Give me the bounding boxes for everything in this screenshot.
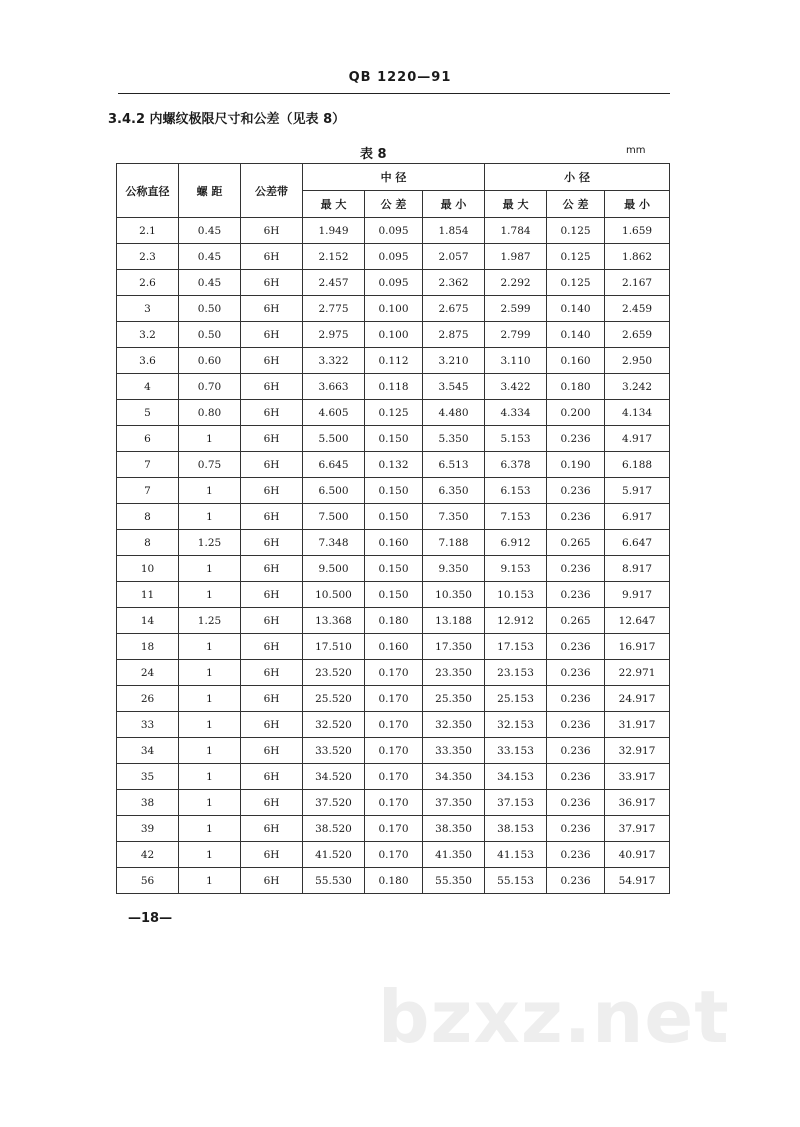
table-cell: 6H <box>241 530 303 556</box>
table-cell: 6H <box>241 348 303 374</box>
table-cell: 40.917 <box>605 842 670 868</box>
table-cell: 10.350 <box>423 582 485 608</box>
header-minor-diameter: 小 径 <box>485 164 670 191</box>
table-cell: 0.160 <box>365 530 423 556</box>
table-cell: 55.350 <box>423 868 485 894</box>
table-cell: 2.950 <box>605 348 670 374</box>
table-cell: 0.236 <box>547 504 605 530</box>
table-cell: 34.520 <box>303 764 365 790</box>
table-cell: 32.350 <box>423 712 485 738</box>
table-cell: 0.095 <box>365 270 423 296</box>
table-row <box>117 608 670 634</box>
table-cell: 4.605 <box>303 400 365 426</box>
table-cell: 2.1 <box>117 218 179 244</box>
table-cell: 6H <box>241 686 303 712</box>
table-cell: 38.520 <box>303 816 365 842</box>
table-cell: 23.520 <box>303 660 365 686</box>
table-cell: 4.480 <box>423 400 485 426</box>
header-pitch-max: 最 大 <box>303 191 365 218</box>
table-cell: 6H <box>241 608 303 634</box>
table-cell: 22.971 <box>605 660 670 686</box>
table-cell: 0.236 <box>547 868 605 894</box>
table-cell: 1.854 <box>423 218 485 244</box>
table-cell: 6H <box>241 868 303 894</box>
table-cell: 3.210 <box>423 348 485 374</box>
header-minor-tolerance: 公 差 <box>547 191 605 218</box>
table-cell: 0.160 <box>547 348 605 374</box>
table-row <box>117 764 670 790</box>
table-cell: 0.70 <box>179 374 241 400</box>
table-cell: 6H <box>241 504 303 530</box>
table-cell: 1.25 <box>179 608 241 634</box>
table-cell: 38.153 <box>485 816 547 842</box>
table-cell: 0.265 <box>547 608 605 634</box>
header-pitch-diameter: 中 径 <box>303 164 485 191</box>
table-cell: 0.236 <box>547 686 605 712</box>
table-cell: 13.188 <box>423 608 485 634</box>
table-cell: 0.45 <box>179 218 241 244</box>
table-row <box>117 790 670 816</box>
table-cell: 32.153 <box>485 712 547 738</box>
header-tolerance-zone: 公差带 <box>241 164 303 218</box>
table-cell: 1 <box>179 478 241 504</box>
table-cell: 2.775 <box>303 296 365 322</box>
table-cell: 2.152 <box>303 244 365 270</box>
table-body <box>117 218 670 894</box>
table-cell: 1 <box>179 790 241 816</box>
table-cell: 6.500 <box>303 478 365 504</box>
table-cell: 6.153 <box>485 478 547 504</box>
table-cell: 0.60 <box>179 348 241 374</box>
table-cell: 0.180 <box>547 374 605 400</box>
table-cell: 1.862 <box>605 244 670 270</box>
table-cell: 6.378 <box>485 452 547 478</box>
table-cell: 0.50 <box>179 296 241 322</box>
table-cell: 2.3 <box>117 244 179 270</box>
table-cell: 12.647 <box>605 608 670 634</box>
table-cell: 0.180 <box>365 608 423 634</box>
table-cell: 1 <box>179 842 241 868</box>
table-cell: 37.350 <box>423 790 485 816</box>
standard-code: QB 1220—91 <box>348 70 452 85</box>
header-rule <box>118 93 670 94</box>
table-cell: 23.153 <box>485 660 547 686</box>
table-cell: 7.188 <box>423 530 485 556</box>
table-cell: 1 <box>179 504 241 530</box>
table-cell: 0.100 <box>365 296 423 322</box>
table-row <box>117 842 670 868</box>
table-cell: 3.6 <box>117 348 179 374</box>
table-cell: 0.100 <box>365 322 423 348</box>
table-cell: 4.334 <box>485 400 547 426</box>
table-cell: 0.170 <box>365 712 423 738</box>
table-cell: 0.236 <box>547 842 605 868</box>
table-cell: 0.236 <box>547 478 605 504</box>
table-cell: 10.500 <box>303 582 365 608</box>
table-cell: 25.153 <box>485 686 547 712</box>
table-cell: 55.153 <box>485 868 547 894</box>
table-cell: 5 <box>117 400 179 426</box>
table-cell: 0.150 <box>365 556 423 582</box>
table-cell: 41.350 <box>423 842 485 868</box>
table-cell: 2.292 <box>485 270 547 296</box>
page-number: —18— <box>128 911 173 926</box>
table-cell: 3.242 <box>605 374 670 400</box>
table-cell: 3.322 <box>303 348 365 374</box>
table-cell: 18 <box>117 634 179 660</box>
table-cell: 0.236 <box>547 582 605 608</box>
table-cell: 0.150 <box>365 582 423 608</box>
table-cell: 0.170 <box>365 790 423 816</box>
table-cell: 10 <box>117 556 179 582</box>
table-cell: 0.236 <box>547 556 605 582</box>
table-row <box>117 504 670 530</box>
header-pitch-tolerance: 公 差 <box>365 191 423 218</box>
table-cell: 6H <box>241 478 303 504</box>
table-cell: 12.912 <box>485 608 547 634</box>
table-cell: 6H <box>241 244 303 270</box>
table-cell: 0.236 <box>547 738 605 764</box>
table-cell: 26 <box>117 686 179 712</box>
table-cell: 0.095 <box>365 244 423 270</box>
thread-limits-table <box>116 163 670 894</box>
table-row <box>117 712 670 738</box>
table-cell: 6.513 <box>423 452 485 478</box>
table-cell: 9.917 <box>605 582 670 608</box>
table-cell: 0.125 <box>547 270 605 296</box>
table-cell: 2.457 <box>303 270 365 296</box>
table-cell: 6.647 <box>605 530 670 556</box>
table-cell: 0.45 <box>179 270 241 296</box>
table-row <box>117 738 670 764</box>
table-cell: 0.50 <box>179 322 241 348</box>
table-cell: 25.520 <box>303 686 365 712</box>
table-cell: 2.875 <box>423 322 485 348</box>
watermark: bzxz.net <box>378 975 730 1059</box>
table-unit: mm <box>626 145 646 156</box>
table-cell: 0.80 <box>179 400 241 426</box>
header-minor-max: 最 大 <box>485 191 547 218</box>
table-cell: 1 <box>179 712 241 738</box>
table-cell: 6H <box>241 712 303 738</box>
table-cell: 3.2 <box>117 322 179 348</box>
table-row <box>117 218 670 244</box>
table-row <box>117 244 670 270</box>
table-caption: 表 8 <box>360 147 387 162</box>
table-cell: 0.140 <box>547 322 605 348</box>
table-cell: 7.350 <box>423 504 485 530</box>
table-cell: 6.188 <box>605 452 670 478</box>
table-row <box>117 556 670 582</box>
table-cell: 0.180 <box>365 868 423 894</box>
table-cell: 9.500 <box>303 556 365 582</box>
table-cell: 24 <box>117 660 179 686</box>
header-nominal-diameter: 公称直径 <box>117 164 179 218</box>
table-cell: 6 <box>117 426 179 452</box>
table-cell: 6H <box>241 556 303 582</box>
table-cell: 0.140 <box>547 296 605 322</box>
table-cell: 41.153 <box>485 842 547 868</box>
table-cell: 6.350 <box>423 478 485 504</box>
table-cell: 9.153 <box>485 556 547 582</box>
table-cell: 7.153 <box>485 504 547 530</box>
table-cell: 0.170 <box>365 738 423 764</box>
table-cell: 8 <box>117 504 179 530</box>
table-row <box>117 868 670 894</box>
table-cell: 34.350 <box>423 764 485 790</box>
table-cell: 0.095 <box>365 218 423 244</box>
table-cell: 0.190 <box>547 452 605 478</box>
table-cell: 4.917 <box>605 426 670 452</box>
table-cell: 7 <box>117 452 179 478</box>
table-cell: 1.784 <box>485 218 547 244</box>
table-cell: 17.350 <box>423 634 485 660</box>
table-cell: 6.645 <box>303 452 365 478</box>
table-cell: 1 <box>179 816 241 842</box>
table-cell: 2.659 <box>605 322 670 348</box>
table-cell: 2.799 <box>485 322 547 348</box>
table-cell: 56 <box>117 868 179 894</box>
table-cell: 36.917 <box>605 790 670 816</box>
table-cell: 34.153 <box>485 764 547 790</box>
table-cell: 6H <box>241 842 303 868</box>
table-cell: 37.917 <box>605 816 670 842</box>
table-cell: 5.917 <box>605 478 670 504</box>
table-cell: 6H <box>241 452 303 478</box>
table-cell: 41.520 <box>303 842 365 868</box>
table-cell: 2.675 <box>423 296 485 322</box>
table-cell: 1 <box>179 868 241 894</box>
table-cell: 0.118 <box>365 374 423 400</box>
table-cell: 0.200 <box>547 400 605 426</box>
table-cell: 1 <box>179 738 241 764</box>
table-cell: 6H <box>241 634 303 660</box>
table-cell: 0.125 <box>365 400 423 426</box>
table-cell: 6H <box>241 218 303 244</box>
table-cell: 3.663 <box>303 374 365 400</box>
table-cell: 1 <box>179 582 241 608</box>
table-cell: 54.917 <box>605 868 670 894</box>
table-cell: 0.170 <box>365 764 423 790</box>
section-heading: 3.4.2 内螺纹极限尺寸和公差（见表 8） <box>108 112 346 127</box>
table-row <box>117 296 670 322</box>
table-cell: 0.125 <box>547 244 605 270</box>
table-cell: 0.75 <box>179 452 241 478</box>
table-cell: 2.057 <box>423 244 485 270</box>
table-cell: 0.170 <box>365 816 423 842</box>
table-cell: 0.236 <box>547 712 605 738</box>
table-cell: 17.510 <box>303 634 365 660</box>
table-cell: 1 <box>179 634 241 660</box>
table-cell: 35 <box>117 764 179 790</box>
table-cell: 6.917 <box>605 504 670 530</box>
table-row <box>117 816 670 842</box>
table-cell: 1 <box>179 426 241 452</box>
table-cell: 6H <box>241 296 303 322</box>
table-cell: 33.520 <box>303 738 365 764</box>
table-cell: 38.350 <box>423 816 485 842</box>
table-cell: 1.987 <box>485 244 547 270</box>
table-cell: 1.949 <box>303 218 365 244</box>
table-row <box>117 478 670 504</box>
table-cell: 3 <box>117 296 179 322</box>
table-cell: 37.520 <box>303 790 365 816</box>
table-cell: 8.917 <box>605 556 670 582</box>
table-cell: 6H <box>241 660 303 686</box>
table-cell: 38 <box>117 790 179 816</box>
header-minor-min: 最 小 <box>605 191 670 218</box>
table-cell: 2.599 <box>485 296 547 322</box>
table-row <box>117 452 670 478</box>
table-cell: 34 <box>117 738 179 764</box>
table-cell: 6H <box>241 764 303 790</box>
table-cell: 33 <box>117 712 179 738</box>
table-cell: 5.500 <box>303 426 365 452</box>
table-cell: 8 <box>117 530 179 556</box>
table-row <box>117 426 670 452</box>
table-cell: 4 <box>117 374 179 400</box>
table-row <box>117 348 670 374</box>
table-cell: 31.917 <box>605 712 670 738</box>
table-cell: 6H <box>241 400 303 426</box>
table-cell: 0.236 <box>547 764 605 790</box>
table-cell: 13.368 <box>303 608 365 634</box>
table-cell: 0.150 <box>365 504 423 530</box>
table-cell: 24.917 <box>605 686 670 712</box>
table-cell: 7.500 <box>303 504 365 530</box>
table-cell: 23.350 <box>423 660 485 686</box>
table-cell: 39 <box>117 816 179 842</box>
table-cell: 14 <box>117 608 179 634</box>
table-cell: 6.912 <box>485 530 547 556</box>
table-cell: 7.348 <box>303 530 365 556</box>
table-cell: 0.236 <box>547 634 605 660</box>
table-row <box>117 582 670 608</box>
table-cell: 1 <box>179 686 241 712</box>
table-cell: 3.545 <box>423 374 485 400</box>
table-cell: 11 <box>117 582 179 608</box>
table-cell: 55.530 <box>303 868 365 894</box>
table-cell: 17.153 <box>485 634 547 660</box>
table-row <box>117 634 670 660</box>
table-cell: 33.917 <box>605 764 670 790</box>
table-cell: 3.110 <box>485 348 547 374</box>
table-cell: 6H <box>241 426 303 452</box>
table-cell: 5.350 <box>423 426 485 452</box>
table-cell: 6H <box>241 816 303 842</box>
table-cell: 0.265 <box>547 530 605 556</box>
table-cell: 0.236 <box>547 426 605 452</box>
table-cell: 0.170 <box>365 842 423 868</box>
table-cell: 9.350 <box>423 556 485 582</box>
table-cell: 25.350 <box>423 686 485 712</box>
table-cell: 32.917 <box>605 738 670 764</box>
table-cell: 33.153 <box>485 738 547 764</box>
table-cell: 1.659 <box>605 218 670 244</box>
table-cell: 33.350 <box>423 738 485 764</box>
table-row <box>117 374 670 400</box>
table-cell: 0.236 <box>547 790 605 816</box>
table-row <box>117 270 670 296</box>
table-cell: 0.132 <box>365 452 423 478</box>
table-cell: 2.362 <box>423 270 485 296</box>
table-cell: 0.236 <box>547 816 605 842</box>
table-cell: 5.153 <box>485 426 547 452</box>
table-cell: 0.150 <box>365 426 423 452</box>
table-cell: 32.520 <box>303 712 365 738</box>
table-row <box>117 530 670 556</box>
table-cell: 6H <box>241 582 303 608</box>
table-cell: 37.153 <box>485 790 547 816</box>
table-cell: 2.167 <box>605 270 670 296</box>
table-row <box>117 400 670 426</box>
table-cell: 0.160 <box>365 634 423 660</box>
table-cell: 3.422 <box>485 374 547 400</box>
table-cell: 6H <box>241 270 303 296</box>
header-pitch: 螺 距 <box>179 164 241 218</box>
table-cell: 1 <box>179 660 241 686</box>
table-cell: 2.6 <box>117 270 179 296</box>
table-cell: 0.170 <box>365 660 423 686</box>
table-cell: 1 <box>179 764 241 790</box>
table-cell: 1.25 <box>179 530 241 556</box>
table-cell: 2.459 <box>605 296 670 322</box>
table-cell: 6H <box>241 374 303 400</box>
table-row <box>117 686 670 712</box>
table-cell: 6H <box>241 738 303 764</box>
table-cell: 0.236 <box>547 660 605 686</box>
table-row <box>117 660 670 686</box>
table-cell: 0.170 <box>365 686 423 712</box>
table-cell: 0.112 <box>365 348 423 374</box>
table-cell: 6H <box>241 322 303 348</box>
table-cell: 0.45 <box>179 244 241 270</box>
table-cell: 1 <box>179 556 241 582</box>
table-cell: 4.134 <box>605 400 670 426</box>
table-cell: 0.150 <box>365 478 423 504</box>
table-cell: 2.975 <box>303 322 365 348</box>
table-row <box>117 322 670 348</box>
header-pitch-min: 最 小 <box>423 191 485 218</box>
table-cell: 16.917 <box>605 634 670 660</box>
table-cell: 6H <box>241 790 303 816</box>
table-cell: 7 <box>117 478 179 504</box>
table-cell: 42 <box>117 842 179 868</box>
table-cell: 10.153 <box>485 582 547 608</box>
table-cell: 0.125 <box>547 218 605 244</box>
